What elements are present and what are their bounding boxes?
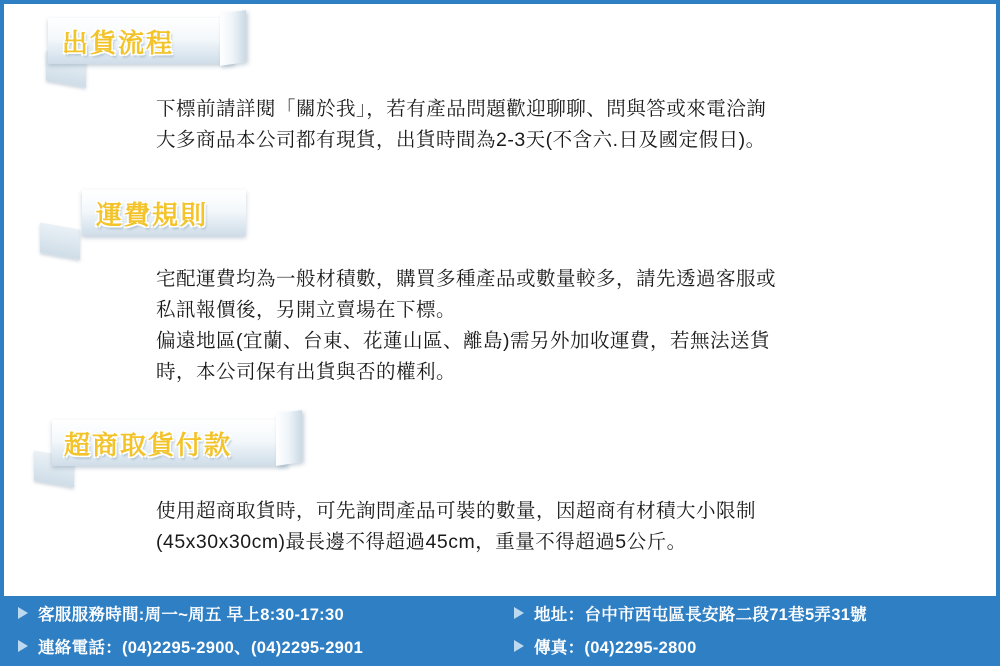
section-heading-banner	[4, 412, 996, 474]
paragraph-line: 大多商品本公司都有現貨，出貨時間為2-3天(不含六.日及國定假日)。	[156, 129, 766, 151]
section-body-shipping-process	[4, 94, 996, 156]
triangle-bullet-icon	[18, 640, 28, 652]
section-title-shipping-fee-rules: 運費規則	[96, 199, 209, 230]
paragraph-line: 偏遠地區(宜蘭、台東、花蓮山區、離島)需另外加收運費，若無法送貨	[156, 330, 770, 352]
paragraph-line: 使用超商取貨時，可先詢問產品可裝的數量，因超商有材積大小限制	[156, 500, 757, 522]
triangle-bullet-icon	[514, 607, 524, 619]
footer-address-text: 地址：台中市西屯區長安路二段71巷5弄31號	[534, 605, 867, 624]
footer-fax	[504, 634, 996, 658]
section-convenience-store-pickup	[4, 412, 996, 558]
section-title-convenience-store-pickup: 超商取貨付款	[64, 429, 233, 460]
section-body-convenience-store-pickup	[4, 496, 996, 558]
section-heading-banner	[4, 10, 996, 72]
ribbon-fold-right-decor	[220, 10, 246, 66]
ribbon-fold-left-decor	[40, 222, 80, 259]
footer-address	[504, 601, 996, 625]
ribbon-convenience-store-pickup	[52, 420, 288, 466]
triangle-bullet-icon	[514, 640, 524, 652]
footer-phone-text: 連絡電話：(04)2295-2900、(04)2295-2901	[38, 638, 364, 657]
section-body-shipping-fee-rules	[4, 264, 996, 388]
ribbon-fold-right-decor	[276, 410, 302, 466]
paragraph-line: (45x30x30cm)最長邊不得超過45cm，重量不得超過5公斤。	[156, 531, 687, 553]
section-heading-banner	[4, 182, 996, 244]
section-shipping-process	[4, 10, 996, 156]
footer-phone	[4, 634, 504, 658]
footer-fax-text: 傳真：(04)2295-2800	[534, 638, 697, 657]
section-shipping-fee-rules	[4, 182, 996, 388]
paragraph-line: 私訊報價後，另開立賣場在下標。	[156, 299, 457, 321]
paragraph-line: 時，本公司保有出貨與否的權利。	[156, 361, 457, 383]
footer-service-hours-text: 客服服務時間:周一~周五 早上8:30-17:30	[38, 605, 344, 624]
paragraph-line: 下標前請詳閱「關於我」，若有產品問題歡迎聊聊、問與答或來電洽詢	[156, 98, 767, 120]
ribbon-shipping-process	[48, 18, 234, 64]
ribbon-shipping-fee-rules	[82, 190, 246, 236]
section-title-shipping-process: 出貨流程	[62, 27, 175, 58]
footer-service-hours	[4, 601, 504, 625]
paragraph-line: 宅配運費均為一般材積數，購買多種產品或數量較多，請先透過客服或	[156, 268, 777, 290]
footer-contact-bar	[4, 596, 996, 662]
triangle-bullet-icon	[18, 607, 28, 619]
